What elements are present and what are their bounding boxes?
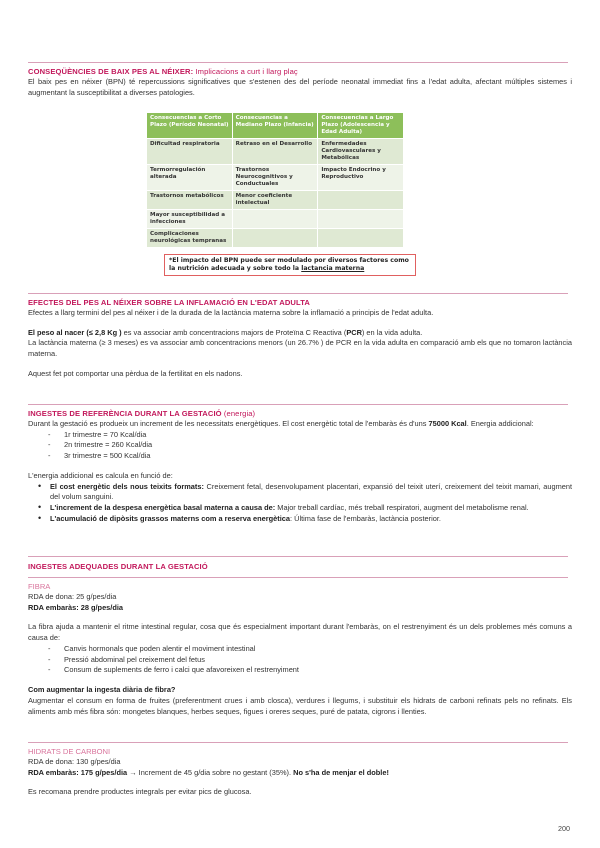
text-fragment: Major treball cardíac, més treball respiratori, augment del metabolisme renal. — [275, 503, 529, 513]
list-item — [38, 482, 572, 503]
table-cell: Mayor susceptibilidad a infecciones — [147, 209, 233, 228]
note-underlined-term: lactancia materna — [301, 265, 365, 273]
rda-woman-fiber: RDA de dona: 25 g/pes/dia — [28, 592, 117, 601]
bold-total-kcal: 75000 Kcal — [428, 419, 467, 428]
paragraph-carbs-advice: Es recomana prendre productes integrals per evitar pics de glucosa. — [28, 787, 252, 797]
table-cell: Complicaciones neurológicas tempranas — [147, 228, 233, 247]
list-item: - 2n trimestre = 260 Kcal/dia — [48, 440, 572, 451]
list-item: - Canvis hormonals que poden alentir el moviment intestinal — [48, 644, 572, 655]
table-header-medium-term: Consecuencias a Mediano Plazo (Infancia) — [232, 113, 318, 139]
paragraph-breastfeeding-pcr: La lactància materna (≥ 3 meses) es va associar amb concentracions menors (un 26.7% ) de PCR en la vida adulta en comparació amb els que no tomaron lactància materna. — [28, 338, 572, 359]
paragraph-fiber-intro: La fibra ajuda a mantenir el ritme intestinal regular, cosa que és especialment important durant l'embaràs, on el restrenyiment és un dels problemes més comuns a causa de: — [28, 622, 572, 643]
list-item: - Pressió abdominal pel creixement del fetus — [48, 655, 572, 666]
bold-label: El cost energètic dels nous teixits formats: — [50, 481, 204, 491]
bpn-note-box — [164, 254, 416, 277]
text-fragment: ) en la vida adulta. — [361, 327, 423, 337]
section-title-adequate-intakes: INGESTES ADEQUADES DURANT LA GESTACIÓ — [28, 562, 208, 571]
paragraph-energy-calc: L'energia addicional es calcula en funció de: — [28, 470, 173, 480]
bpn-consequences-figure — [146, 112, 409, 276]
section-divider — [28, 742, 568, 743]
bpn-consequences-table — [146, 112, 404, 248]
table-cell: Enfermedades Cardiovasculares y Metabólicas — [318, 138, 404, 164]
bold-label: RDA embaràs: 175 g/pes/dia — [28, 767, 128, 777]
text-fragment: Creixement fetal, desenvolupament placentari, expansió del teixit uterí, creixement del teixit mamari, augment del volum sanguini. — [50, 481, 573, 502]
list-item — [38, 514, 572, 525]
rda-pregnancy-carbs — [28, 768, 572, 779]
section-divider — [28, 62, 568, 63]
table-cell: Termorregulación alterada — [147, 164, 233, 190]
table-cell: Trastornos Neurocognitivos y Conductuales — [232, 164, 318, 190]
table-cell — [232, 228, 318, 247]
trimester-list — [48, 430, 572, 462]
constipation-causes-list — [48, 644, 572, 676]
table-cell — [318, 190, 404, 209]
table-cell: Retraso en el Desarrollo — [232, 138, 318, 164]
section-body-inflammation — [28, 308, 572, 380]
section-subtitle-text: Implicacions a curt i llarg plaç — [195, 67, 298, 76]
bold-label: L'acumulació de dipòsits grassos materns com a reserva energètica — [50, 513, 291, 523]
section-title-low-birth-weight — [28, 66, 298, 77]
section-divider — [28, 293, 568, 294]
table-cell: Trastornos metabólicos — [147, 190, 233, 209]
subsection-title-carbohydrates: HIDRATS DE CARBONI — [28, 747, 111, 756]
section-divider — [28, 577, 568, 578]
table-row — [147, 190, 404, 209]
table-header-short-term: Consecuencias a Corto Plazo (Período Neonatal) — [147, 113, 233, 139]
list-item: - Consum de suplements de ferro i calci que afavoreixen el restrenyiment — [48, 665, 572, 676]
table-row — [147, 209, 404, 228]
table-row — [147, 164, 404, 190]
list-item: - 3r trimestre = 500 Kcal/dia — [48, 451, 572, 462]
table-header-long-term: Consecuencias a Largo Plazo (Adolescencia y Edad Adulta) — [318, 113, 404, 139]
text-fragment: : Última fase de l'embaràs, lactància posterior. — [290, 513, 441, 523]
table-cell: Menor coeficiente intelectual — [232, 190, 318, 209]
question-fiber: Com augmentar la ingesta diària de fibra? — [28, 685, 176, 695]
table-header-row — [147, 113, 404, 139]
section-title-text: INGESTES DE REFERÈNCIA DURANT LA GESTACIÓ — [28, 409, 222, 418]
section-title-inflammation: EFECTES DEL PES AL NÉIXER SOBRE LA INFLAMACIÓ EN L'EDAT ADULTA — [28, 298, 310, 307]
page-number: 200 — [558, 824, 570, 833]
text-fragment: → Increment de 45 g/dia sobre no gestant (35%). — [127, 767, 294, 777]
table-cell: Impacto Endocrino y Reproductivo — [318, 164, 404, 190]
section-subtitle-text: (energia) — [223, 409, 256, 418]
table-cell: Dificultad respiratoria — [147, 138, 233, 164]
list-item — [38, 503, 572, 514]
paragraph-bpn-intro: El baix pes en néixer (BPN) té repercussions significatives que s'estenen des del període neonatal immediat fins a l'edat adulta, afectant múltiples sistemes i augmentant la susceptibilitat a diverses patologies. — [28, 77, 572, 97]
text-fragment: Durant la gestació es produeix un increment de les necessitats energètiques. El cost energètic total de l'embaràs és d'uns — [28, 419, 429, 428]
energy-factors-list — [38, 482, 572, 525]
section-title-text: CONSEQÜÈNCIES DE BAIX PES AL NÉIXER: — [28, 67, 194, 76]
table-cell — [318, 209, 404, 228]
note-text: *El impacto del BPN puede ser modulado por diversos factores como la nutrición adecuada y sobre todo la — [169, 256, 409, 273]
section-title-energy — [28, 408, 255, 419]
bold-label: L'increment de la despesa energètica basal materna a causa de: — [50, 503, 276, 513]
paragraph-fiber-advice: Augmentar el consum en forma de fruites (preferentment crues i amb closca), verdures i llegums, i substituir els hidrats de carboni refinats pels no refinats. Els aliments amb més fibra són: mongetes blanques, herbes seques, figues i oreres seques, puré de patata, cigrons i llenties. — [28, 695, 572, 716]
paragraph-birth-weight-pcr — [28, 328, 572, 339]
table-cell — [318, 228, 404, 247]
text-fragment: . Energia addicional: — [466, 419, 534, 428]
section-divider — [28, 404, 568, 405]
subsection-fiber — [28, 581, 572, 717]
text-fragment: es va associar amb concentracions majors de Proteïna C Reactiva ( — [121, 327, 347, 337]
section-divider — [28, 556, 568, 557]
bold-birth-weight: El peso al nacer (≤ 2,8 Kg ) — [28, 327, 122, 337]
bold-warning: No s'ha de menjar el doble! — [293, 767, 389, 777]
subsection-title-fiber: FIBRA — [28, 582, 51, 591]
paragraph-fertility: Aquest fet pot comportar una pèrdua de la fertilitat en els nadons. — [28, 368, 243, 378]
subsection-carbohydrates — [28, 746, 572, 798]
rda-woman-carbs: RDA de dona: 130 g/pes/dia — [28, 757, 121, 766]
bold-pcr: PCR — [346, 327, 362, 337]
table-row — [147, 228, 404, 247]
paragraph-energy-intro — [28, 419, 572, 430]
section-body-energy — [28, 419, 572, 525]
paragraph-inflammation-intro: Efectes a llarg termini del pes al néixer i de la durada de la lactància materna sobre la inflamació a principis de l'edat adulta. — [28, 308, 434, 317]
table-row — [147, 138, 404, 164]
table-cell — [232, 209, 318, 228]
list-item: - 1r trimestre = 70 Kcal/dia — [48, 430, 572, 441]
rda-pregnancy-fiber: RDA embaràs: 28 g/pes/dia — [28, 602, 124, 612]
